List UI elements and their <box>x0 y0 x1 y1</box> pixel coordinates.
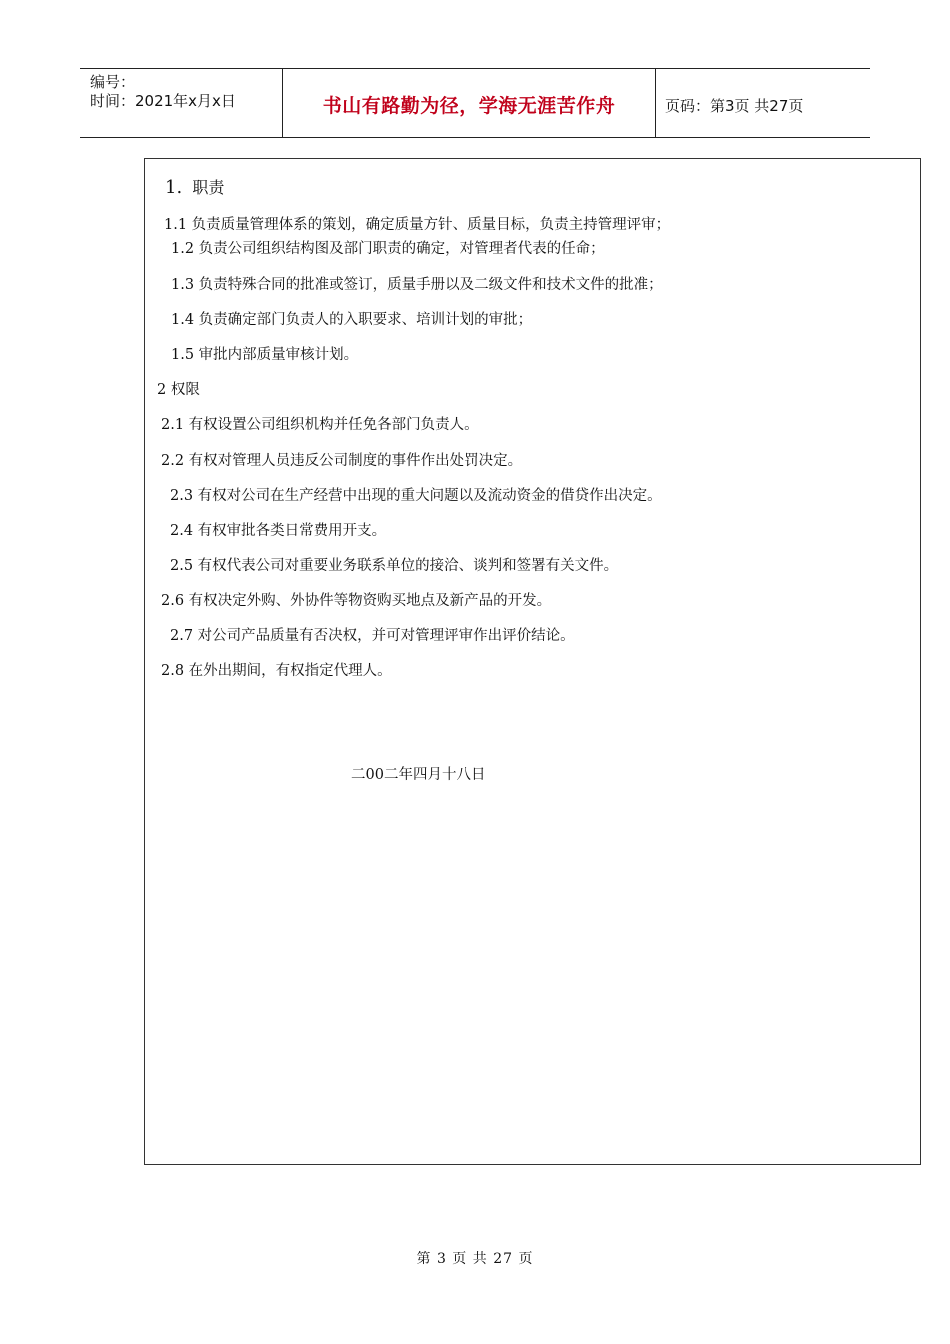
section-1-heading <box>165 175 224 198</box>
duty-item: 1.4 负责确定部门负责人的入职要求、培训计划的审批； <box>171 312 533 328</box>
document-code-label: 编号： <box>90 73 136 91</box>
section-1-number: 1. <box>165 177 183 198</box>
duty-item: 1.3 负责特殊合同的批准或签订，质量手册以及二级文件和技术文件的批准； <box>171 277 663 293</box>
motto-text: 书山有路勤为径，学海无涯苦作舟 <box>322 95 616 117</box>
document-date: 二00二年四月十八日 <box>351 767 486 783</box>
authority-item: 2.3 有权对公司在生产经营中出现的重大问题以及流动资金的借贷作出决定。 <box>170 488 662 504</box>
authority-item: 2.4 有权审批各类日常费用开支。 <box>170 523 387 539</box>
authority-item: 2.5 有权代表公司对重要业务联系单位的接洽、谈判和签署有关文件。 <box>170 558 619 574</box>
content-box <box>144 158 921 1165</box>
duty-item: 1.2 负责公司组织结构图及部门职责的确定，对管理者代表的任命； <box>171 241 605 257</box>
authority-item: 2.7 对公司产品质量有否决权，并可对管理评审作出评价结论。 <box>170 628 575 644</box>
header-page-cell <box>655 69 870 137</box>
page-header <box>80 68 870 138</box>
header-motto-cell <box>282 69 656 137</box>
header-meta-cell <box>80 69 282 137</box>
page-footer: 第 3 页 共 27 页 <box>416 1251 534 1267</box>
authority-item: 2.8 在外出期间，有权指定代理人。 <box>161 663 392 679</box>
duty-item: 1.1 负责质量管理体系的策划，确定质量方针、质量目标，负责主持管理评审； <box>164 217 671 233</box>
page-info: 页码：第3页 共27页 <box>665 97 804 115</box>
authority-item: 2.1 有权设置公司组织机构并任免各部门负责人。 <box>161 417 479 433</box>
authority-item: 2.6 有权决定外购、外协件等物资购买地点及新产品的开发。 <box>161 593 552 609</box>
section-1-title: 职责 <box>192 178 225 197</box>
duty-item: 1.5 审批内部质量审核计划。 <box>171 347 359 363</box>
section-2-heading: 2 权限 <box>157 382 200 398</box>
authority-item: 2.2 有权对管理人员违反公司制度的事件作出处罚决定。 <box>161 453 523 469</box>
document-date-label: 时间：2021年x月x日 <box>90 92 236 110</box>
